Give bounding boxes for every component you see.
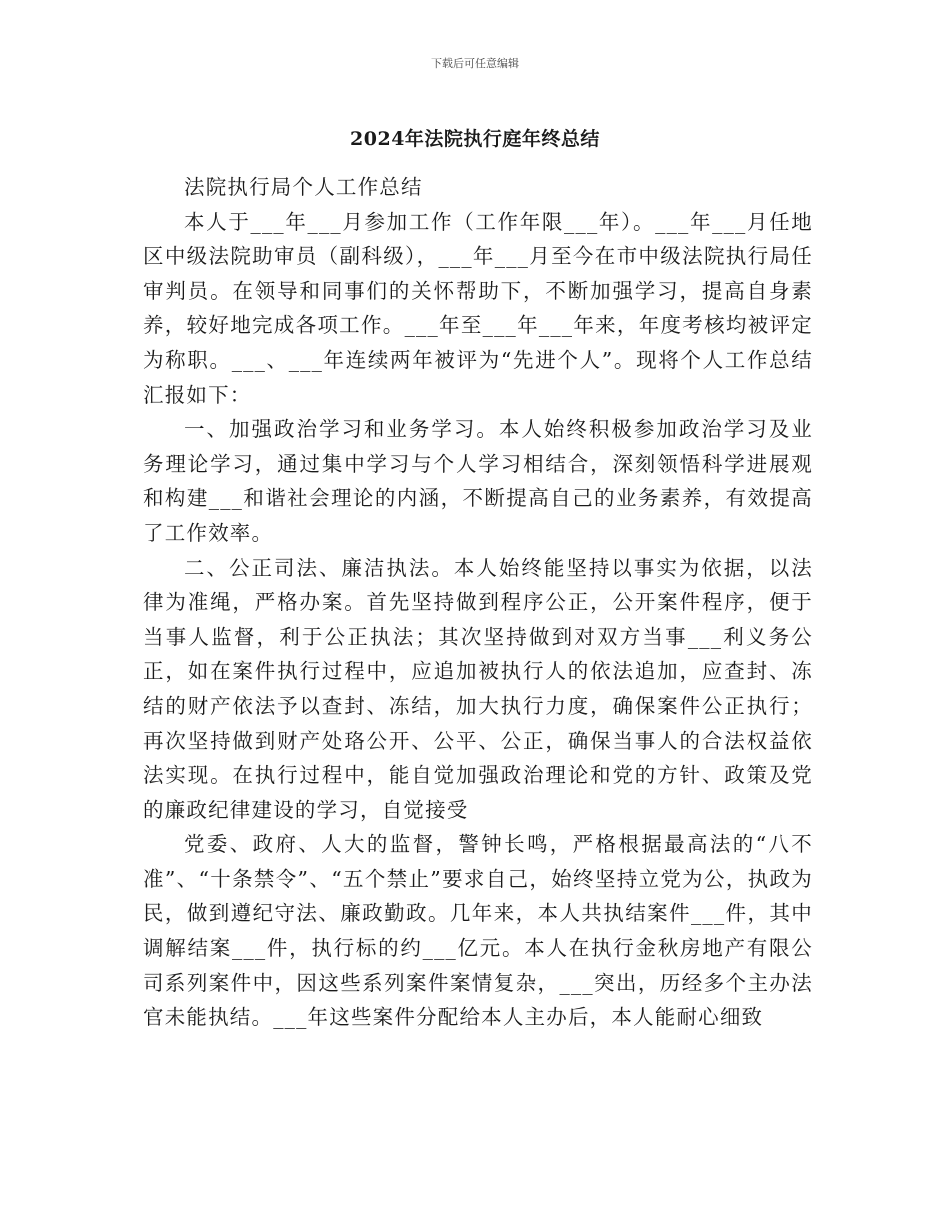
paragraph-intro: 本人于___年___月参加工作（工作年限___年）。___年___月任地区中级法院助审员（副科级），___年___月至今在市中级法院执行局任审判员。在领导和同事们的关怀帮助下，不断加强学习，提高自身素养，较好地完成各项工作。___年至___年___年来，年度考核均被评定为称职。___、___年连续两年被评为“先进个人”。现将个人工作总结汇报如下： [143,209,813,407]
paragraph-section-1: 一、加强政治学习和业务学习。本人始终积极参加政治学习及业务理论学习，通过集中学习与个人学习相结合，深刻领悟科学进展观和构建___和谐社会理论的内涵，不断提高自己的业务素养，有效提高了工作效率。 [143,417,813,545]
page-header-note: 下载后可任意编辑 [431,57,519,70]
paragraph-section-2: 二、公正司法、廉洁执法。本人始终能坚持以事实为依据，以法律为准绳，严格办案。首先坚持做到程序公正，公开案件程序，便于当事人监督，利于公正执法；其次坚持做到对双方当事___利义务公正，如在案件执行过程中，应追加被执行人的依法追加，应查封、冻结的财产依法予以查封、冻结，加大执行力度，确保案件公正执行；再次坚持做到财产处珞公开、公平、公正，确保当事人的合法权益依法实现。在执行过程中，能自觉加强政治理论和党的方针、政策及党的廉政纪律建设的学习，自觉接受 [143,555,813,822]
document-title: 2024年法院执行庭年终总结 [350,128,600,150]
paragraph-subtitle: 法院执行局个人工作总结 [184,175,423,199]
paragraph-section-2-continued: 党委、政府、人大的监督，警钟长鸣，严格根据最高法的“八不准”、“十条禁令”、“五个禁止”要求自己，始终坚持立党为公，执政为民，做到遵纪守法、廉政勤政。几年来，本人共执结案件___件，其中调解结案___件，执行标的约___亿元。本人在执行金秋房地产有限公司系列案件中，因这些系列案件案情复杂，___突出，历经多个主办法官未能执结。___年这些案件分配给本人主办后，本人能耐心细致 [143,832,813,1030]
document-body [143,170,813,1035]
